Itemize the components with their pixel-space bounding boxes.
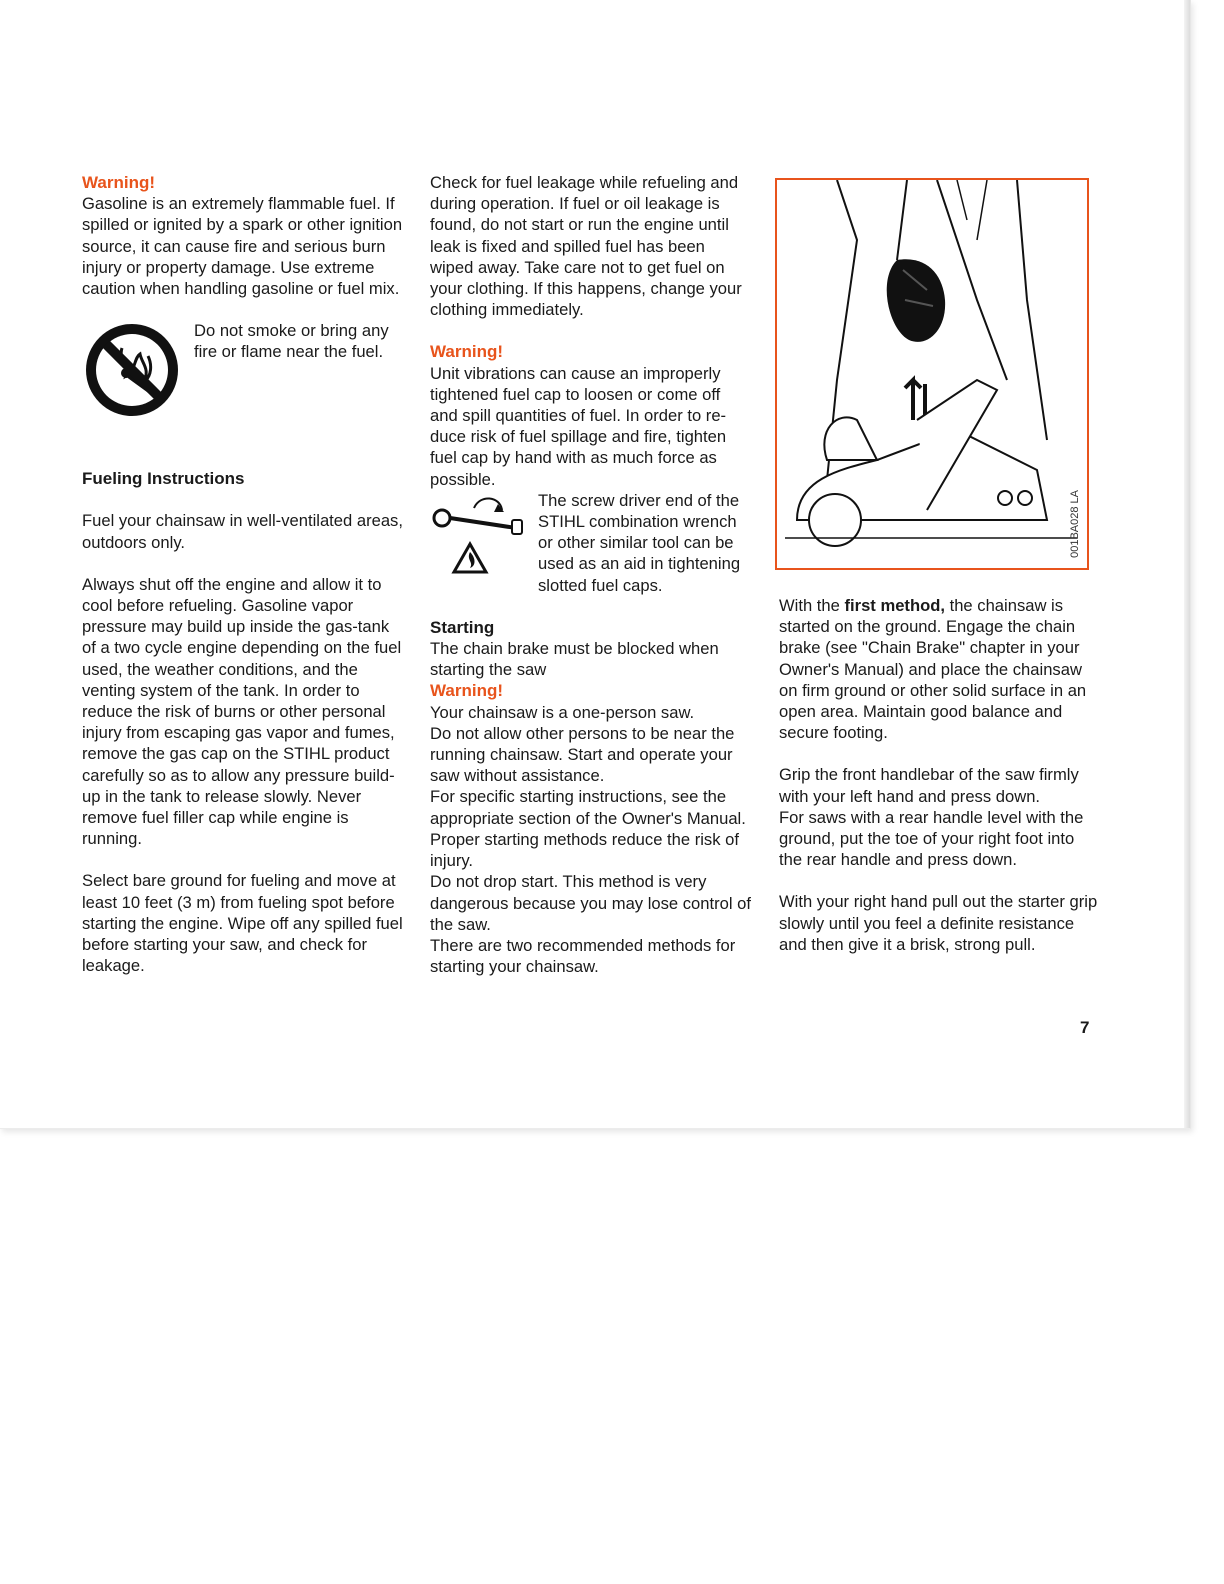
no-smoke-text: Do not smoke or bring any fire or flame near the fuel. (194, 321, 389, 362)
pull-starter-text: With your right hand pull out the starter grip slowly until you feel a definite resistance and then give it a brisk, strong pull. (779, 892, 1098, 954)
page-number: 7 (1080, 1018, 1090, 1037)
warning-label: Warning! (430, 681, 504, 701)
fueling-paragraph-2: Always shut off the engine and allow it to cool before refueling. Gasoline vapor pressure may build up inside the gas-tank of a two cycle engine depending on the fuel used, the weather conditions, and the venting system of the tank. In order to reduce the risk of burns or other personal injury from escaping gas vapor and fumes, remove the gas cap on the STIHL product carefully so as to allow any pressure build-up in the tank to release slowly. Never remove fuel filler cap while engine is running. (82, 574, 402, 849)
figure-code: 001BA028 LA (1069, 490, 1081, 558)
starting-text: The chain brake must be blocked when starting the saw (430, 639, 719, 680)
fueling-paragraph-1: Fuel your chainsaw in well-ventilated areas, outdoors only. (82, 511, 403, 552)
column-left (82, 172, 404, 976)
starting-heading: Starting (430, 617, 495, 637)
fueling-heading: Fueling Instructions (82, 469, 245, 489)
two-methods-text: There are two recommended methods for starting your chainsaw. (430, 935, 736, 977)
wrench-text: The screw driver end of the STIHL combination wrench or other similar tool can be used as an aid in tightening slotted fuel caps. (538, 490, 741, 595)
first-method-text: With the first method, the chainsaw is started on the ground. Engage the chain brake (see "Chain Brake" chapter in your Owner's Manual) and place the chainsaw on firm ground or other solid surface in an open area. Maintain good balance and secure footing. (779, 596, 1087, 743)
one-person-saw-text: Your chainsaw is a one-person saw. (430, 702, 695, 722)
fueling-paragraph-3: Select bare ground for fueling and move at least 10 feet (3 m) from fueling spot before starting the engine. Wipe off any spilled fuel before starting your saw, and check for leakage. (82, 871, 403, 976)
fuel-cap-warning-text: Unit vibrations can cause an improperly tightened fuel cap to loosen or come off and spill quantities of fuel. In order to re-duce risk of fuel spillage and fire, tighten fuel cap by hand with as much force as possible. (430, 363, 727, 489)
wrench-notice (430, 490, 752, 596)
no-bystanders-text: Do not allow other persons to be near the running chainsaw. Start and operate your saw without assistance. (430, 723, 735, 786)
warning-label: Warning! (82, 173, 156, 192)
warning-label: Warning! (430, 342, 504, 362)
no-smoking-flame-icon (82, 320, 182, 420)
column-right (779, 595, 1101, 955)
combination-wrench-icon (430, 490, 530, 580)
leak-check-text: Check for fuel leakage while refueling and during operation. If fuel or oil leakage is found, do not start or run the engine until leak is fixed and spilled fuel has been wiped away. Take care not to get fuel on your clothing. If this happens, change your clothing immediately. (430, 173, 742, 320)
warning-text: Gasoline is an extremely flammable fuel. If spilled or ignited by a spark or other ignition source, it can cause fire and serious burn injury or property damage. Use extreme caution when handling gasoline or fuel mix. (82, 194, 403, 299)
fire-hazard-icon (454, 544, 486, 572)
column-middle (430, 172, 752, 977)
specific-instructions-text: For specific starting instructions, see the appropriate section of the Owner's Manual. Proper starting methods reduce the risk of injury. (430, 787, 746, 871)
page-edge (1184, 0, 1190, 1128)
no-smoke-notice (82, 320, 404, 420)
drop-start-text: Do not drop start. This method is very dangerous because you may lose control of the saw. (430, 872, 752, 934)
grip-handlebar-text: Grip the front handlebar of the saw firmly with your left hand and press down. (779, 765, 1079, 806)
rear-handle-text: For saws with a rear handle level with the ground, put the toe of your right foot into the rear handle and press down. (779, 807, 1084, 870)
chainsaw-starting-figure (775, 178, 1089, 570)
chainsaw-ground-start-illustration (777, 180, 1087, 568)
